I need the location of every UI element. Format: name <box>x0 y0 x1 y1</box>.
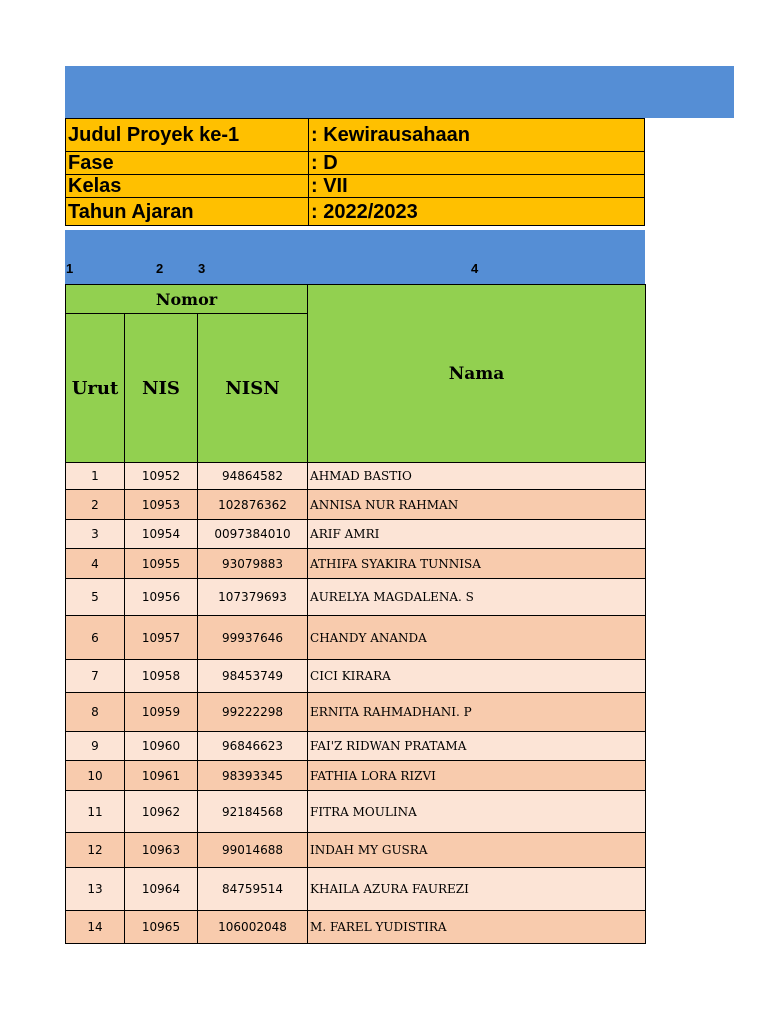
info-value: : D <box>309 152 645 175</box>
cell-nama: FAI'Z RIDWAN PRATAMA <box>308 732 646 761</box>
cell-nis: 10960 <box>125 732 198 761</box>
column-number: 4 <box>471 261 479 276</box>
cell-urut: 1 <box>66 463 125 490</box>
cell-urut: 14 <box>66 911 125 944</box>
cell-nama: ATHIFA SYAKIRA TUNNISA <box>308 549 646 579</box>
header-nomor: Nomor <box>66 285 308 314</box>
info-label: Judul Proyek ke-1 <box>66 119 309 152</box>
table-row <box>66 463 646 490</box>
cell-nisn: 99222298 <box>198 693 308 732</box>
cell-urut: 13 <box>66 868 125 911</box>
cell-nisn: 0097384010 <box>198 520 308 549</box>
cell-nis: 10965 <box>125 911 198 944</box>
column-number: 1 <box>66 261 74 276</box>
cell-nis: 10957 <box>125 616 198 660</box>
cell-nisn: 96846623 <box>198 732 308 761</box>
cell-urut: 12 <box>66 833 125 868</box>
table-row <box>66 520 646 549</box>
header-urut: Urut <box>66 314 125 463</box>
cell-nama: FITRA MOULINA <box>308 791 646 833</box>
table-row <box>66 732 646 761</box>
table-row <box>66 911 646 944</box>
info-label: Tahun Ajaran <box>66 198 309 226</box>
cell-nis: 10958 <box>125 660 198 693</box>
cell-nisn: 98393345 <box>198 761 308 791</box>
cell-nis: 10954 <box>125 520 198 549</box>
cell-nis: 10956 <box>125 579 198 616</box>
info-value: : 2022/2023 <box>309 198 645 226</box>
column-number-band <box>65 230 645 284</box>
cell-nisn: 98453749 <box>198 660 308 693</box>
table-row <box>66 693 646 732</box>
cell-urut: 11 <box>66 791 125 833</box>
cell-nisn: 94864582 <box>198 463 308 490</box>
info-row-tahun-ajaran <box>66 198 645 226</box>
cell-nisn: 84759514 <box>198 868 308 911</box>
info-row-kelas <box>66 175 645 198</box>
table-row <box>66 761 646 791</box>
cell-nama: CHANDY ANANDA <box>308 616 646 660</box>
cell-nisn: 92184568 <box>198 791 308 833</box>
cell-nama: INDAH MY GUSRA <box>308 833 646 868</box>
column-number: 2 <box>156 261 164 276</box>
cell-urut: 3 <box>66 520 125 549</box>
cell-nama: CICI KIRARA <box>308 660 646 693</box>
table-row <box>66 549 646 579</box>
cell-urut: 5 <box>66 579 125 616</box>
info-value: : Kewirausahaan <box>309 119 645 152</box>
column-number: 3 <box>198 261 206 276</box>
cell-nis: 10953 <box>125 490 198 520</box>
cell-nis: 10952 <box>125 463 198 490</box>
cell-nisn: 99014688 <box>198 833 308 868</box>
cell-nisn: 102876362 <box>198 490 308 520</box>
cell-nama: M. FAREL YUDISTIRA <box>308 911 646 944</box>
table-row <box>66 579 646 616</box>
table-row <box>66 660 646 693</box>
cell-urut: 6 <box>66 616 125 660</box>
table-row <box>66 833 646 868</box>
cell-urut: 8 <box>66 693 125 732</box>
cell-nama: KHAILA AZURA FAUREZI <box>308 868 646 911</box>
table-row <box>66 490 646 520</box>
cell-nama: ARIF AMRI <box>308 520 646 549</box>
cell-nisn: 99937646 <box>198 616 308 660</box>
header-nama: Nama <box>308 285 646 463</box>
header-nisn: NISN <box>198 314 308 463</box>
cell-nama: AURELYA MAGDALENA. S <box>308 579 646 616</box>
cell-nama: FATHIA LORA RIZVI <box>308 761 646 791</box>
cell-urut: 2 <box>66 490 125 520</box>
student-rows <box>66 463 646 944</box>
table-row <box>66 791 646 833</box>
cell-nis: 10963 <box>125 833 198 868</box>
cell-nama: ANNISA NUR RAHMAN <box>308 490 646 520</box>
cell-urut: 10 <box>66 761 125 791</box>
cell-nis: 10961 <box>125 761 198 791</box>
cell-urut: 7 <box>66 660 125 693</box>
cell-nama: AHMAD BASTIO <box>308 463 646 490</box>
cell-nisn: 106002048 <box>198 911 308 944</box>
cell-nisn: 93079883 <box>198 549 308 579</box>
info-label: Kelas <box>66 175 309 198</box>
table-row <box>66 616 646 660</box>
top-banner <box>65 66 734 118</box>
student-table <box>65 284 646 944</box>
info-value: : VII <box>309 175 645 198</box>
cell-nis: 10962 <box>125 791 198 833</box>
cell-urut: 9 <box>66 732 125 761</box>
cell-nis: 10959 <box>125 693 198 732</box>
header-nis: NIS <box>125 314 198 463</box>
cell-urut: 4 <box>66 549 125 579</box>
cell-nis: 10964 <box>125 868 198 911</box>
table-row <box>66 868 646 911</box>
info-row-fase <box>66 152 645 175</box>
cell-nis: 10955 <box>125 549 198 579</box>
info-label: Fase <box>66 152 309 175</box>
cell-nisn: 107379693 <box>198 579 308 616</box>
info-row-judul <box>66 119 645 152</box>
project-info-table <box>65 118 645 226</box>
cell-nama: ERNITA RAHMADHANI. P <box>308 693 646 732</box>
